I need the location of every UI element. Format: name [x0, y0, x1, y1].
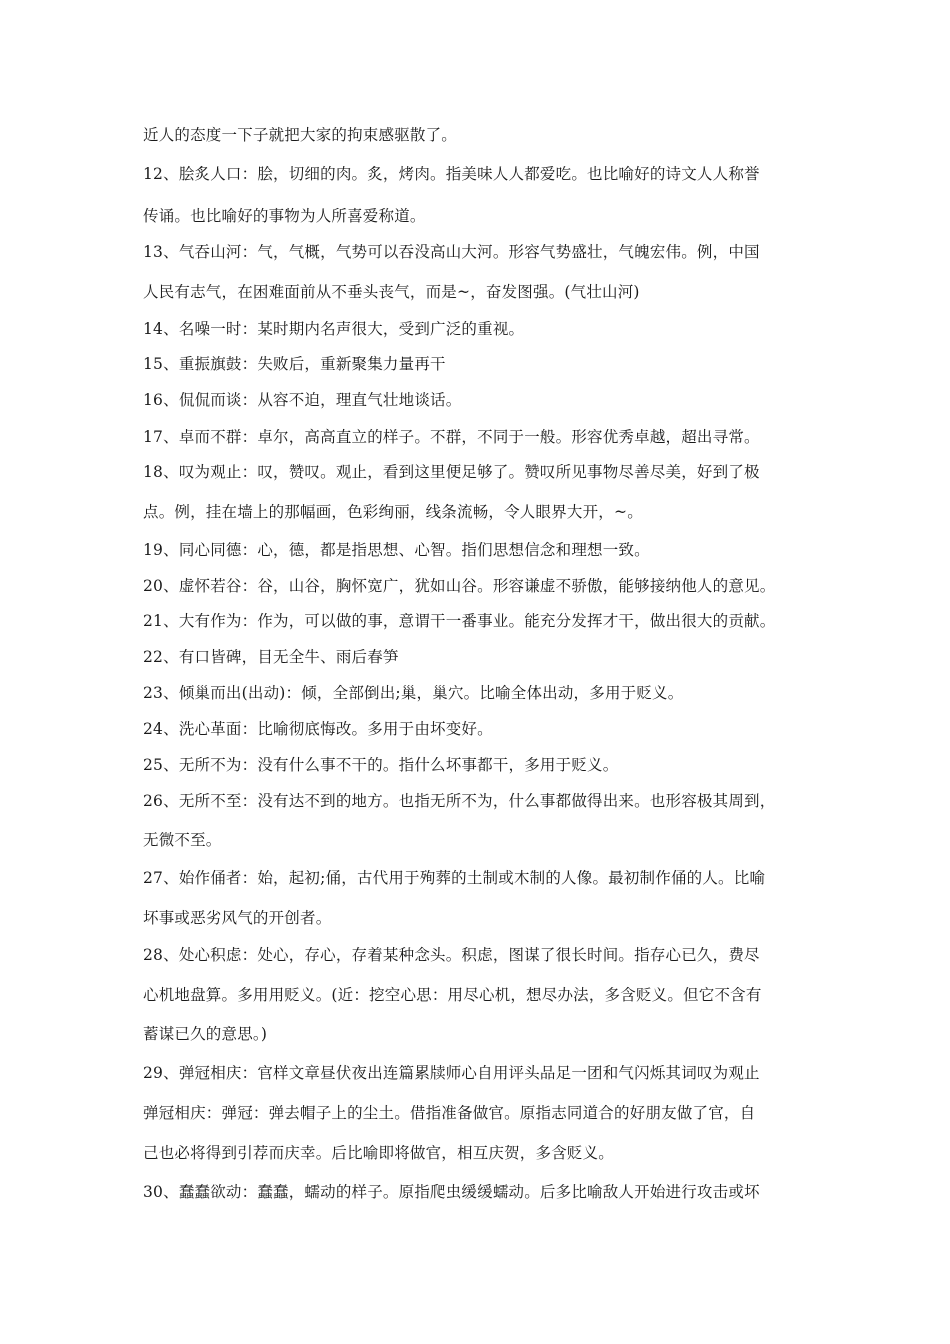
text-line: 26、无所不至：没有达不到的地方。也指无所不为，什么事都做得出来。也形容极其周到，: [143, 792, 776, 810]
text-line: 点。例，挂在墙上的那幅画，色彩绚丽，线条流畅，令人眼界大开，~。: [143, 503, 643, 521]
text-line: 19、同心同德：心，德，都是指思想、心智。指们思想信念和理想一致。: [143, 541, 650, 559]
text-line: 16、侃侃而谈：从容不迫，理直气壮地谈话。: [143, 391, 462, 409]
text-line: 12、脍炙人口：脍，切细的肉。炙，烤肉。指美味人人都爱吃。也比喻好的诗文人人称誉: [143, 165, 760, 183]
text-line: 人民有志气，在困难面前从不垂头丧气，而是~，奋发图强。(气壮山河): [143, 283, 640, 301]
text-line: 23、倾巢而出(出动)：倾，全部倒出;巢，巢穴。比喻全体出动，多用于贬义。: [143, 684, 684, 702]
text-line: 27、始作俑者：始，起初;俑，古代用于殉葬的土制或木制的人像。最初制作俑的人。比喻: [143, 869, 766, 887]
text-line: 14、名噪一时：某时期内名声很大，受到广泛的重视。: [143, 320, 525, 338]
text-line: 22、有口皆碑，目无全牛、雨后春笋: [143, 648, 399, 666]
text-line: 20、虚怀若谷：谷，山谷，胸怀宽广，犹如山谷。形容谦虚不骄傲，能够接纳他人的意见。: [143, 577, 776, 595]
text-line: 近人的态度一下子就把大家的拘束感驱散了。: [143, 126, 458, 144]
text-line: 18、叹为观止：叹，赞叹。观止，看到这里便足够了。赞叹所见事物尽善尽美，好到了极: [143, 463, 760, 481]
text-line: 无微不至。: [143, 831, 222, 849]
text-line: 24、洗心革面：比喻彻底悔改。多用于由坏变好。: [143, 720, 493, 738]
text-line: 坏事或恶劣风气的开创者。: [143, 909, 332, 927]
text-line: 29、弹冠相庆：官样文章昼伏夜出连篇累牍师心自用评头品足一团和气闪烁其词叹为观止: [143, 1064, 760, 1082]
text-line: 传诵。也比喻好的事物为人所喜爱称道。: [143, 207, 426, 225]
text-line: 弹冠相庆：弹冠：弹去帽子上的尘土。借指准备做官。原指志同道合的好朋友做了官，自: [143, 1104, 756, 1122]
text-line: 13、气吞山河：气，气概，气势可以吞没高山大河。形容气势盛壮，气魄宏伟。例，中国: [143, 243, 760, 261]
text-line: 15、重振旗鼓：失败后，重新聚集力量再干: [143, 355, 446, 373]
text-line: 17、卓而不群：卓尔，高高直立的样子。不群，不同于一般。形容优秀卓越，超出寻常。: [143, 428, 760, 446]
text-line: 蓄谋已久的意思。): [143, 1025, 268, 1043]
text-line: 30、蠢蠢欲动：蠢蠢，蠕动的样子。原指爬虫缓缓蠕动。后多比喻敌人开始进行攻击或坏: [143, 1183, 760, 1201]
text-line: 21、大有作为：作为，可以做的事，意谓干一番事业。能充分发挥才干，做出很大的贡献。: [143, 612, 776, 630]
text-line: 25、无所不为：没有什么事不干的。指什么坏事都干，多用于贬义。: [143, 756, 619, 774]
text-line: 28、处心积虑：处心，存心，存着某种念头。积虑，图谋了很长时间。指存心已久，费尽: [143, 946, 760, 964]
text-line: 心机地盘算。多用用贬义。(近：挖空心思：用尽心机，想尽办法，多含贬义。但它不含有: [143, 986, 762, 1004]
text-line: 己也必将得到引荐而庆幸。后比喻即将做官，相互庆贺，多含贬义。: [143, 1144, 615, 1162]
